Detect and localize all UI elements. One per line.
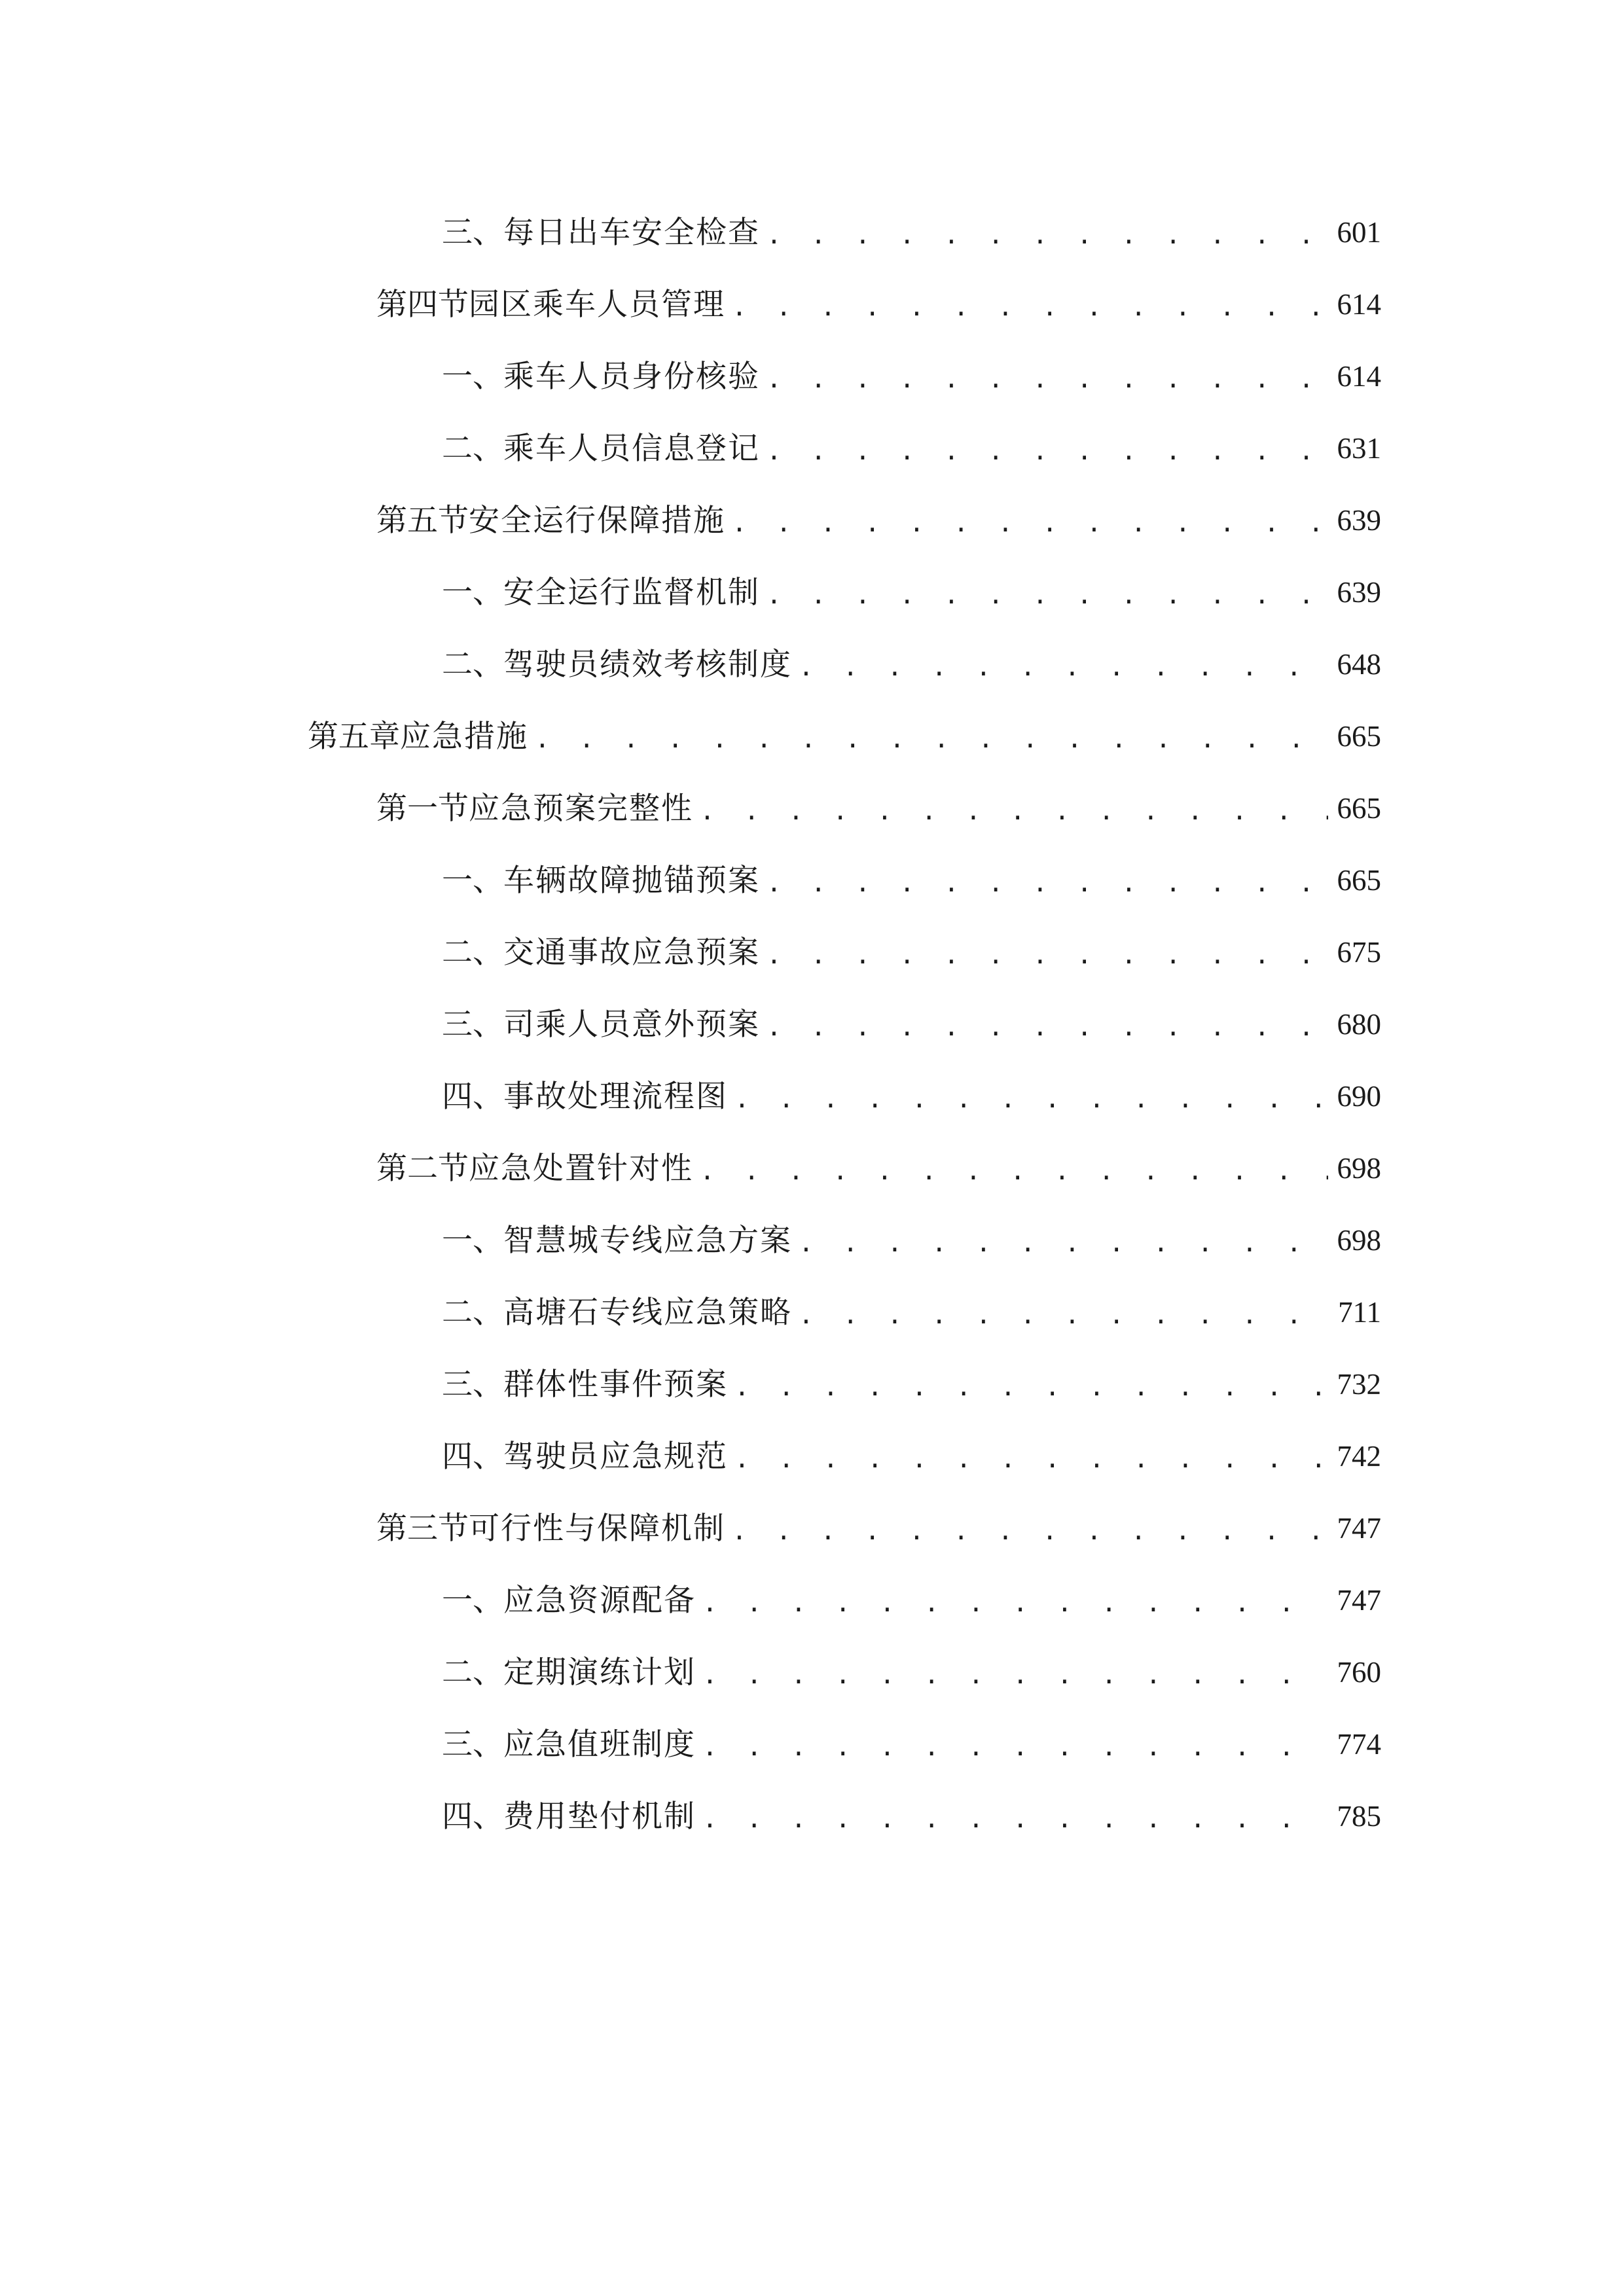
toc-entry-number: 三、: [442, 1726, 503, 1763]
toc-entry-title: 费用垫付机制: [503, 1798, 696, 1835]
toc-dot-leader: [767, 223, 1328, 247]
toc-entry-number: 第三节: [376, 1510, 469, 1547]
toc-entry[interactable]: [442, 1204, 1381, 1276]
toc-entry-number: 第五章: [308, 718, 400, 755]
toc-entry-page: 747: [1337, 1583, 1381, 1617]
toc-entry-number: 一、: [442, 1582, 503, 1619]
toc-entry-number: 第二节: [376, 1150, 469, 1187]
toc-entry-title: 定期演练计划: [503, 1654, 696, 1691]
toc-entry-page: 614: [1337, 359, 1381, 393]
toc-entry-page: 665: [1337, 791, 1381, 825]
toc-entry-title: 高塘石专线应急策略: [503, 1294, 792, 1331]
toc-entry-number: 三、: [442, 1006, 503, 1043]
toc-entry-title: 每日出车安全检查: [503, 214, 760, 251]
toc-entry-number: 二、: [442, 1654, 503, 1691]
toc-entry-title: 可行性与保障机制: [469, 1510, 725, 1547]
toc-entry-title: 应急处置针对性: [469, 1150, 693, 1187]
toc-dot-leader: [702, 1590, 1328, 1615]
toc-dot-leader: [767, 1014, 1328, 1039]
toc-entry-page: 742: [1337, 1439, 1381, 1473]
toc-entry[interactable]: [376, 268, 1381, 340]
toc-dot-leader: [732, 511, 1328, 535]
toc-entry-title: 园区乘车人员管理: [469, 286, 725, 323]
toc-entry-number: 第一节: [376, 790, 469, 827]
toc-dot-leader: [767, 583, 1328, 607]
toc-entry-title: 事故处理流程图: [503, 1078, 728, 1115]
toc-entry-page: 747: [1337, 1511, 1381, 1545]
toc-dot-leader: [767, 870, 1328, 895]
toc-entry-page: 698: [1337, 1151, 1381, 1185]
toc-entry-number: 第四节: [376, 286, 469, 323]
toc-dot-leader: [702, 1662, 1328, 1687]
toc-entry-title: 车辆故障抛锚预案: [503, 862, 760, 899]
toc-entry-number: 一、: [442, 1222, 503, 1259]
toc-entry[interactable]: [442, 988, 1381, 1060]
toc-entry-number: 三、: [442, 1366, 503, 1403]
toc-dot-leader: [799, 1230, 1328, 1255]
toc-entry-title: 应急资源配备: [503, 1582, 696, 1619]
toc-entry-page: 639: [1337, 575, 1381, 609]
toc-entry-title: 驾驶员绩效考核制度: [503, 646, 792, 683]
toc-entry[interactable]: [442, 556, 1381, 628]
toc-entry-number: 二、: [442, 1294, 503, 1331]
toc-dot-leader: [700, 1158, 1328, 1183]
toc-entry-number: 二、: [442, 646, 503, 683]
toc-entry-number: 四、: [442, 1438, 503, 1475]
toc-dot-leader: [732, 295, 1328, 319]
toc-entry-number: 四、: [442, 1798, 503, 1835]
toc-dot-leader: [734, 1374, 1328, 1399]
toc-entry-title: 安全运行保障措施: [469, 502, 725, 539]
toc-entry-title: 应急值班制度: [503, 1726, 696, 1763]
toc-entry[interactable]: [376, 1492, 1381, 1564]
toc-dot-leader: [535, 726, 1328, 751]
toc-entry-title: 应急措施: [400, 718, 528, 755]
toc-dot-leader: [767, 942, 1328, 967]
toc-entry-title: 交通事故应急预案: [503, 934, 760, 971]
toc-entry[interactable]: [442, 340, 1381, 412]
toc-entry-page: 732: [1337, 1367, 1381, 1401]
toc-entry-page: 690: [1337, 1079, 1381, 1113]
toc-entry[interactable]: [442, 1564, 1381, 1636]
toc-dot-leader: [732, 1518, 1328, 1543]
toc-entry-page: 785: [1337, 1799, 1381, 1833]
toc-entry[interactable]: [308, 700, 1381, 772]
toc-entry-title: 乘车人员身份核验: [503, 358, 760, 395]
toc-entry-title: 驾驶员应急规范: [503, 1438, 728, 1475]
toc-entry-page: 601: [1337, 215, 1381, 249]
toc-dot-leader: [799, 655, 1328, 679]
toc-entry[interactable]: [442, 1420, 1381, 1492]
toc-entry-number: 二、: [442, 934, 503, 971]
toc-dot-leader: [767, 439, 1328, 463]
toc-entry-title: 安全运行监督机制: [503, 574, 760, 611]
toc-entry-page: 711: [1338, 1295, 1381, 1329]
toc-entry[interactable]: [442, 916, 1381, 988]
toc-entry-number: 二、: [442, 430, 503, 467]
toc-entry[interactable]: [442, 1708, 1381, 1780]
toc-entry[interactable]: [442, 412, 1381, 484]
toc-entry-title: 应急预案完整性: [469, 790, 693, 827]
toc-entry-page: 760: [1337, 1655, 1381, 1689]
toc-entry-page: 665: [1337, 863, 1381, 897]
toc-entry-title: 司乘人员意外预案: [503, 1006, 760, 1043]
toc-dot-leader: [700, 798, 1328, 823]
toc-entry-page: 614: [1337, 287, 1381, 321]
toc-entry-page: 631: [1337, 431, 1381, 465]
toc-entry-number: 一、: [442, 574, 503, 611]
toc-entry[interactable]: [442, 844, 1381, 916]
toc-dot-leader: [734, 1446, 1328, 1471]
toc-entry-page: 675: [1337, 935, 1381, 969]
toc-dot-leader: [702, 1734, 1328, 1759]
toc-entry[interactable]: [442, 1780, 1381, 1852]
toc-entry-page: 698: [1337, 1223, 1381, 1257]
toc-entry-number: 三、: [442, 214, 503, 251]
toc-entry-number: 一、: [442, 862, 503, 899]
toc-dot-leader: [799, 1302, 1329, 1327]
toc-entry-title: 群体性事件预案: [503, 1366, 728, 1403]
toc-entry-page: 680: [1337, 1007, 1381, 1041]
toc-entry-title: 智慧城专线应急方案: [503, 1222, 792, 1259]
toc-entry[interactable]: [442, 1636, 1381, 1708]
toc-entry[interactable]: [442, 1348, 1381, 1420]
toc-entry-number: 第五节: [376, 502, 469, 539]
toc-entry-number: 一、: [442, 358, 503, 395]
toc-entry-number: 四、: [442, 1078, 503, 1115]
toc-dot-leader: [767, 367, 1328, 391]
toc-entry-page: 639: [1337, 503, 1381, 537]
toc-entry[interactable]: [442, 628, 1381, 700]
toc-entry-page: 774: [1337, 1727, 1381, 1761]
toc-entry[interactable]: [376, 1132, 1381, 1204]
toc-dot-leader: [702, 1806, 1328, 1831]
toc-entry-page: 648: [1337, 647, 1381, 681]
toc-entry-title: 乘车人员信息登记: [503, 430, 760, 467]
toc-entry[interactable]: [376, 484, 1381, 556]
toc-entry[interactable]: [442, 1060, 1381, 1132]
toc-entry[interactable]: [376, 772, 1381, 844]
toc-entry-page: 665: [1337, 719, 1381, 753]
toc-dot-leader: [734, 1086, 1328, 1111]
toc-entry[interactable]: [442, 1276, 1381, 1348]
toc-entry[interactable]: [442, 196, 1381, 268]
